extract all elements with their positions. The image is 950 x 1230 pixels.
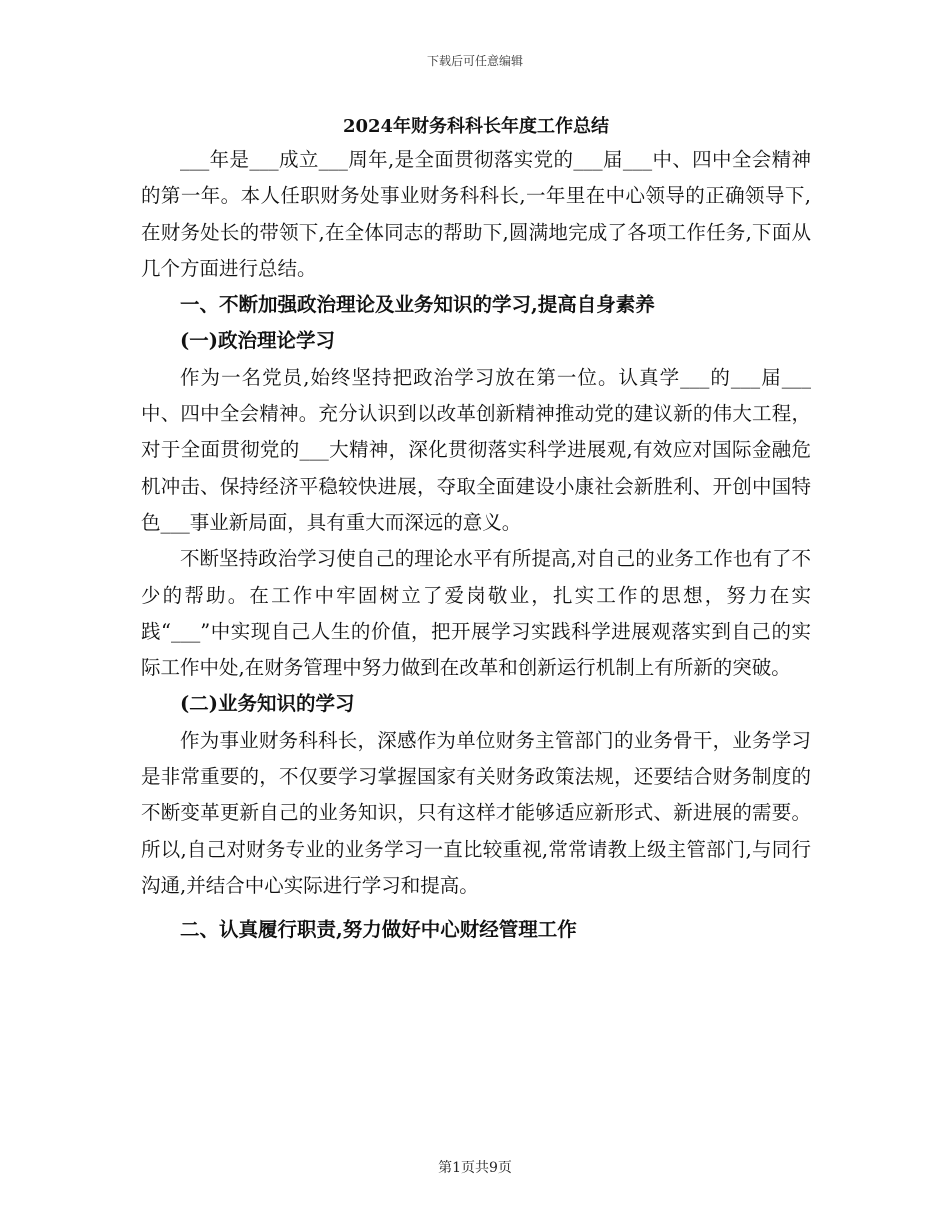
header-note: 下载后可任意编辑 [426, 54, 523, 68]
intro-paragraph: ___年是___成立___周年,是全面贯彻落实党的___届___中、四中全会精神的第一年。本人任职财务处事业财务科科长,一年里在中心领导的正确领导下,在财务处长的带领下,在全体同志的帮助下,圆满地完成了各项工作任务,下面从几个方面进行总结。 [141, 148, 811, 280]
subsection-heading-2: (二)业务知识的学习 [180, 692, 355, 716]
business-study-paragraph: 作为事业财务科科长，深感作为单位财务主管部门的业务骨干，业务学习是非常重要的，不仅要学习掌握国家有关财务政策法规，还要结合财务制度的不断变革更新自己的业务知识，只有这样才能够适应新形式、新进展的需要。所以,自己对财务专业的业务学习一直比较重视,常常请教上级主管部门,与同行沟通,并结合中心实际进行学习和提高。 [141, 728, 811, 897]
political-study-paragraph: 作为一名党员,始终坚持把政治学习放在第一位。认真学___的___届___中、四中全会精神。充分认识到以改革创新精神推动党的建议新的伟大工程，对于全面贯彻党的___大精神，深化贯彻落实科学进展观,有效应对国际金融危机冲击、保持经济平稳较快进展，夺取全面建设小康社会新胜利、开创中国特色___事业新局面，具有重大而深远的意义。 [141, 365, 811, 534]
page-number: 第1页共9页 [438, 1160, 512, 1176]
section-heading-1: 一、不断加强政治理论及业务知识的学习,提高自身素养 [180, 293, 655, 317]
study-effect-paragraph: 不断坚持政治学习使自己的理论水平有所提高,对自己的业务工作也有了不少的帮助。在工作中牢固树立了爱岗敬业，扎实工作的思想，努力在实践“___”中实现自己人生的价值，把开展学习实践科学进展观落实到自己的实际工作中处,在财务管理中努力做到在改革和创新运行机制上有所新的突破。 [141, 547, 811, 680]
document-body [141, 112, 811, 949]
document-title: 2024年财务科科长年度工作总结 [342, 116, 610, 137]
subsection-heading-1: (一)政治理论学习 [180, 329, 335, 353]
section-heading-2: 二、认真履行职责,努力做好中心财经管理工作 [180, 918, 577, 942]
